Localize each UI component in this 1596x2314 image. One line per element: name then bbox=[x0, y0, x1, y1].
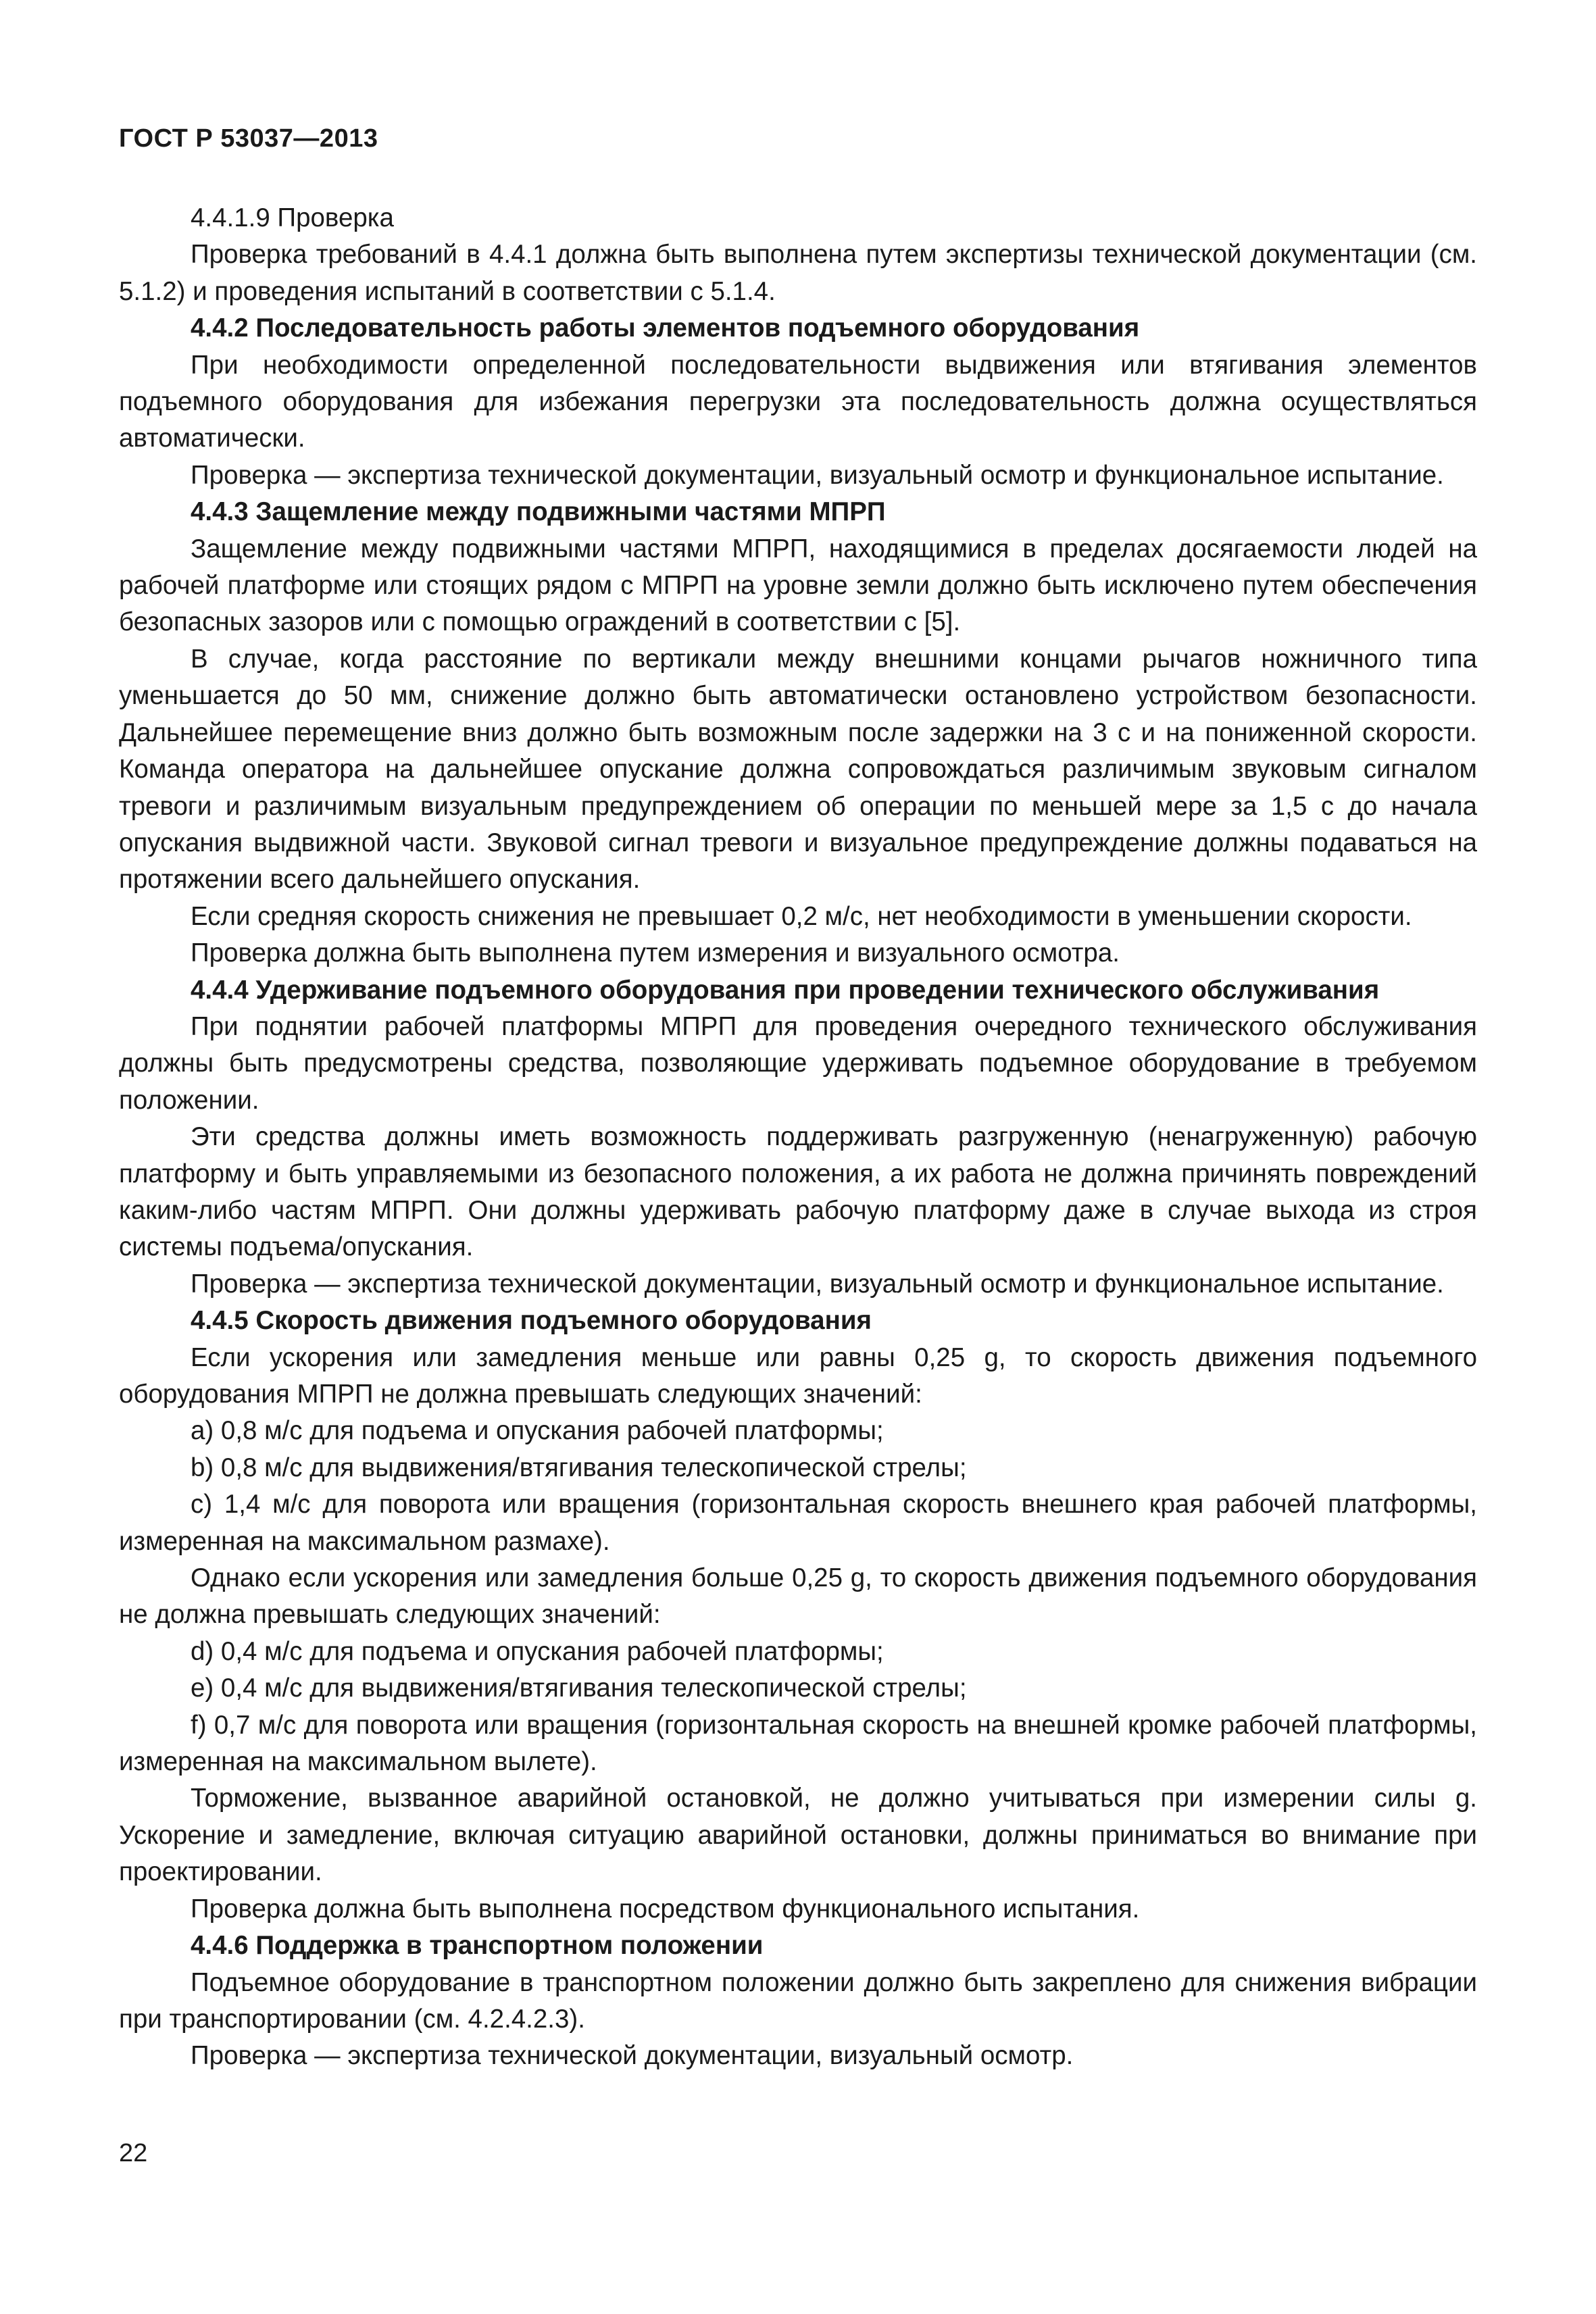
paragraph: Если средняя скорость снижения не превышает 0,2 м/с, нет необходимости в уменьшении скорости. bbox=[191, 901, 1412, 931]
paragraph: Проверка — экспертиза технической документации, визуальный осмотр. bbox=[191, 2041, 1074, 2071]
paragraph: 4.4.1.9 Проверка bbox=[191, 203, 394, 232]
page-number: 22 bbox=[119, 2139, 148, 2167]
list-item: а) 0,8 м/с для подъема и опускания рабочей платформы; bbox=[191, 1416, 884, 1446]
document-header: ГОСТ Р 53037—2013 bbox=[119, 124, 378, 153]
list-item: с) 1,4 м/с для поворота или вращения (горизонтальная скорость внешнего края рабочей платформы, измеренная на максимальном размахе). bbox=[119, 1490, 1477, 1556]
section-heading: 4.4.5 Скорость движения подъемного оборудования bbox=[191, 1306, 872, 1336]
paragraph: Проверка требований в 4.4.1 должна быть выполнена путем экспертизы технической документации (см. 5.1.2) и проведения испытаний в соответствии с 5.1.4. bbox=[119, 240, 1477, 306]
list-item: d) 0,4 м/с для подъема и опускания рабочей платформы; bbox=[191, 1636, 884, 1666]
paragraph: При поднятии рабочей платформы МПРП для проведения очередного технического обслуживания должны быть предусмотрены средства, позволяющие удерживать подъемное оборудование в требуемом положении. bbox=[119, 1011, 1477, 1115]
paragraph: Эти средства должны иметь возможность поддерживать разгруженную (ненагруженную) рабочую платформу и быть управляемыми из безопасного положения, а их работа не должна причинять повреждений каким-либо частям МПРП. Они должны удерживать рабочую платформу даже в случае выхода из строя системы подъема/опускания. bbox=[119, 1122, 1477, 1262]
paragraph: Проверка — экспертиза технической документации, визуальный осмотр и функциональное испытание. bbox=[191, 1269, 1444, 1299]
paragraph: Проверка — экспертиза технической документации, визуальный осмотр и функциональное испытание. bbox=[191, 460, 1444, 490]
paragraph: В случае, когда расстояние по вертикали между внешними концами рычагов ножничного типа уменьшается до 50 мм, снижение должно быть автоматически остановлено устройством безопасности. Дальнейшее перемещение вниз должно быть возможным после задержки на 3 с и на пониженной скорости. Команда оператора на дальнейшее опускание должна сопровождаться различимым звуковым сигналом тревоги и различимым визуальным предупреждением об операции по меньшей мере за 1,5 с до начала опускания выдвижной части. Звуковой сигнал тревоги и визуальное предупреждение должны подаваться на протяжении всего дальнейшего опускания. bbox=[119, 644, 1477, 895]
list-item: е) 0,4 м/с для выдвижения/втягивания телескопической стрелы; bbox=[191, 1674, 967, 1703]
paragraph: Торможение, вызванное аварийной остановкой, не должно учитываться при измерении силы g. Ускорение и замедление, включая ситуацию аварийной остановки, должны приниматься во внимание при проектировании. bbox=[119, 1784, 1477, 1887]
section-heading: 4.4.4 Удерживание подъемного оборудования при проведении технического обслуживания bbox=[191, 975, 1380, 1005]
section-heading: 4.4.2 Последовательность работы элементов подъемного оборудования bbox=[191, 313, 1140, 343]
section-heading: 4.4.6 Поддержка в транспортном положении bbox=[191, 1931, 764, 1961]
paragraph: Проверка должна быть выполнена посредством функционального испытания. bbox=[191, 1894, 1140, 1923]
paragraph: Если ускорения или замедления меньше или равны 0,25 g, то скорость движения подъемного оборудования МПРП не должна превышать следующих значений: bbox=[119, 1342, 1477, 1409]
paragraph: Однако если ускорения или замедления больше 0,25 g, то скорость движения подъемного оборудования не должна превышать следующих значений: bbox=[119, 1563, 1477, 1630]
list-item: b) 0,8 м/с для выдвижения/втягивания телескопической стрелы; bbox=[191, 1453, 967, 1482]
document-body bbox=[119, 200, 1477, 2075]
paragraph: Проверка должна быть выполнена путем измерения и визуального осмотра. bbox=[191, 938, 1120, 968]
list-item: f) 0,7 м/с для поворота или вращения (горизонтальная скорость на внешней кромке рабочей платформы, измеренная на максимальном вылете). bbox=[119, 1710, 1477, 1777]
section-heading: 4.4.3 Защемление между подвижными частями МПРП bbox=[191, 497, 886, 527]
paragraph: Подъемное оборудование в транспортном положении должно быть закреплено для снижения вибрации при транспортировании (см. 4.2.4.2.3). bbox=[119, 1967, 1477, 2034]
paragraph: При необходимости определенной последовательности выдвижения или втягивания элементов подъемного оборудования для избежания перегрузки эта последовательность должна осуществляться автоматически. bbox=[119, 350, 1477, 453]
paragraph: Защемление между подвижными частями МПРП, находящимися в пределах досягаемости людей на рабочей платформе или стоящих рядом с МПРП на уровне земли должно быть исключено путем обеспечения безопасных зазоров или с помощью ограждений в соответствии с [5]. bbox=[119, 534, 1477, 637]
